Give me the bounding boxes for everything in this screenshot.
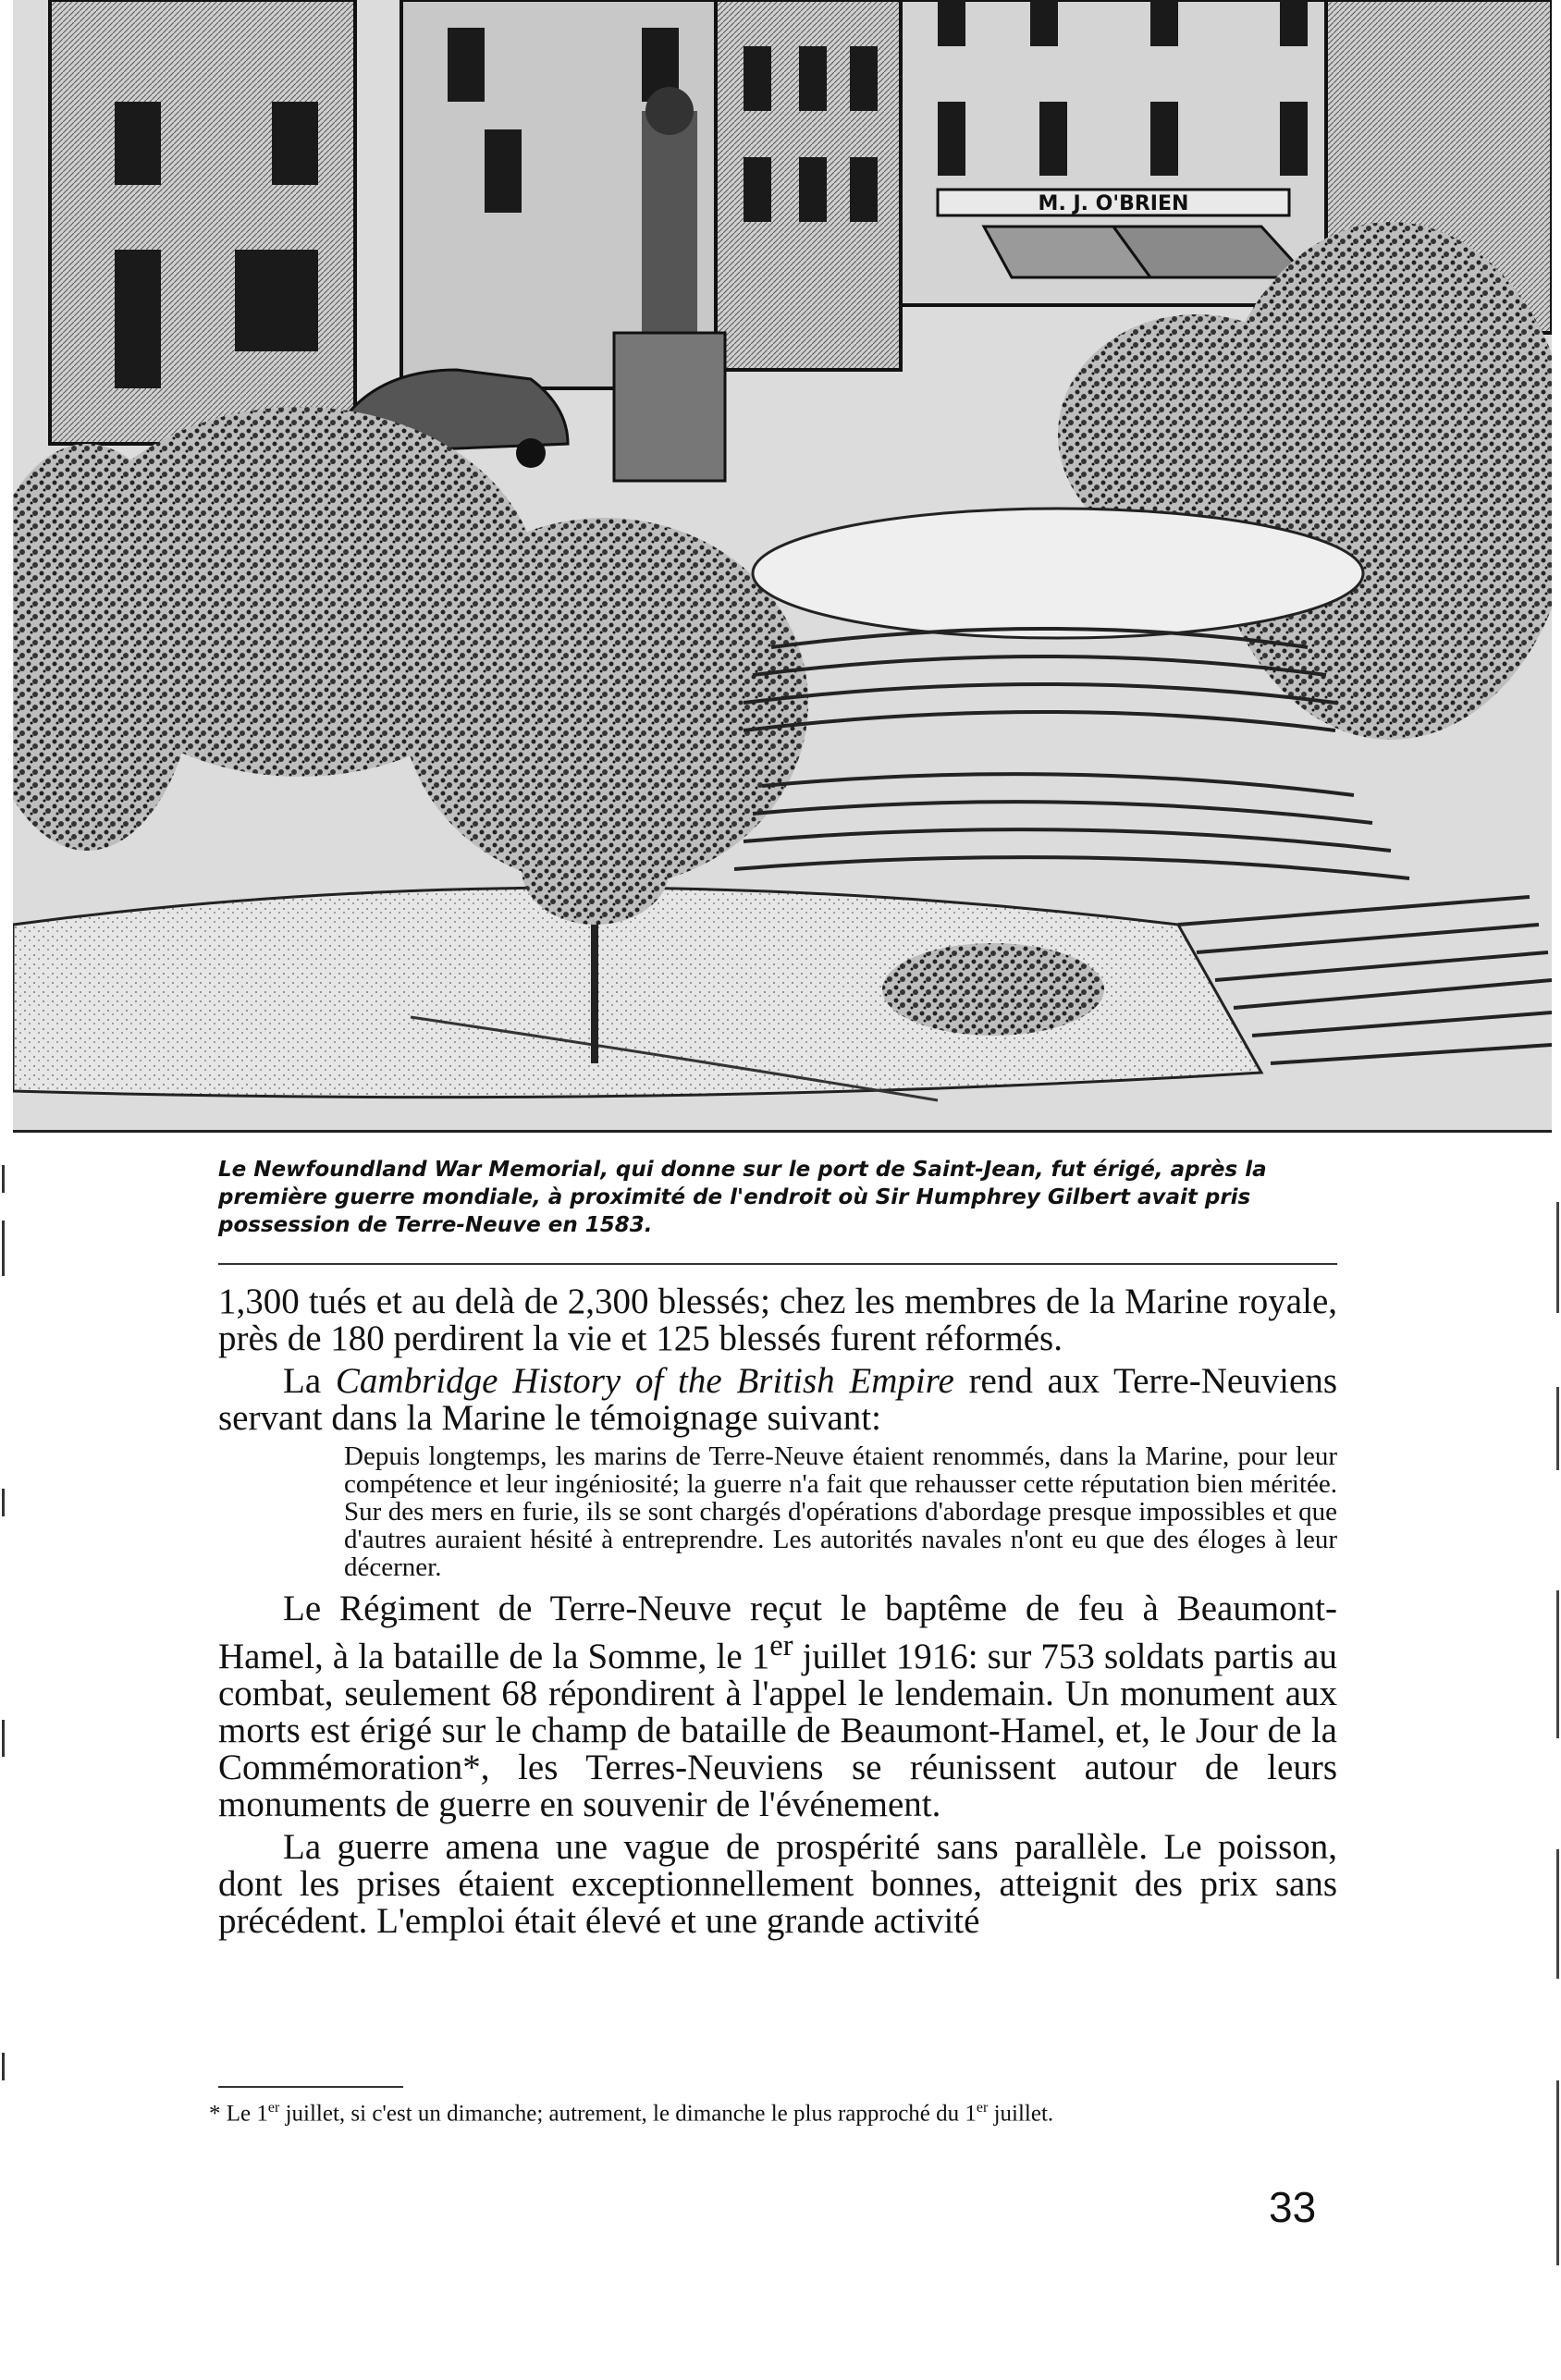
paragraph-3	[218, 1590, 1337, 1823]
footnote	[209, 2097, 1337, 2125]
paragraph-2-tail: rend aux Terre-Neuviens servant dans la Marine le témoignage suivant:	[218, 1361, 1337, 1438]
footnote-marker: *	[209, 2101, 227, 2127]
footnote-sup-2: er	[976, 2100, 989, 2116]
right-scan-marks	[1552, 1202, 1561, 2358]
footnote-mid: juillet, si c'est un dimanche; autrement, le dimanche le plus rapproché du 1	[279, 2101, 977, 2127]
photo-caption	[218, 1156, 1346, 1239]
storefront-sign: M. J. O'BRIEN	[1038, 192, 1189, 215]
footnote-divider	[218, 2086, 403, 2088]
memorial-illustration	[13, 0, 1552, 1130]
book-title: Cambridge History of the British Empire	[335, 1361, 954, 1401]
paragraph-2	[218, 1363, 1337, 1437]
war-memorial-photo	[13, 0, 1552, 1133]
left-scan-marks	[0, 1147, 13, 2164]
block-quote: Depuis longtemps, les marins de Terre-Neuve étaient renommés, dans la Marine, pour leur compétence et leur ingéniosité; la guerre n'a fait que rehausser cette réputation bien méritée. Sur des mers en furie, ils se sont chargés d'opérations d'abordage presque impossibles et que d'autres auraient hésité à entreprendre. Les autorités navales n'ont eu que des éloges à leur décerner.	[344, 1441, 1337, 1582]
paragraph-4: La guerre amena une vague de prospérité sans parallèle. Le poisson, dont les prises étaient exceptionnellement bonnes, atteignit des prix sans précédent. L'emploi était élevé et une grande activité	[218, 1827, 1337, 1941]
caption-text: Le Newfoundland War Memorial, qui donne sur le port de Saint-Jean, fut érigé, après la première guerre mondiale, à proximité de l'endroit où Sir Humphrey Gilbert avait pris possession de Terre-Neuve en 1583.	[218, 1158, 1267, 1237]
caption-divider	[218, 1263, 1337, 1265]
paragraph-3-tail: juillet 1916: sur 753 soldats partis au combat, seulement 68 répondirent à l'appel le lendemain. Un monument aux morts est érigé sur le champ de bataille de Beaumont-Hamel, et, le Jour de la Commémoration*, les Terres-Neuviens se réunissent autour de leurs monuments de guerre en souvenir de l'événement.	[218, 1637, 1337, 1824]
paragraph-3-sup: er	[769, 1629, 793, 1662]
paragraph-2-lead: La	[283, 1361, 336, 1401]
footnote-sup-1: er	[267, 2100, 280, 2116]
footnote-tail: juillet.	[988, 2101, 1054, 2127]
article-body	[218, 1283, 1337, 1945]
page-number: 33	[1269, 2183, 1317, 2231]
paragraph-1: 1,300 tués et au delà de 2,300 blessés; chez les membres de la Marine royale, près de 180 perdirent la vie et 125 blessés furent réformés.	[218, 1282, 1337, 1358]
paragraph-3-lead: Le Régiment de Terre-Neuve reçut le baptême de feu à Beaumont-Hamel, à la bataille de la Somme, le 1	[218, 1589, 1337, 1676]
footnote-lead: Le 1	[226, 2101, 268, 2127]
